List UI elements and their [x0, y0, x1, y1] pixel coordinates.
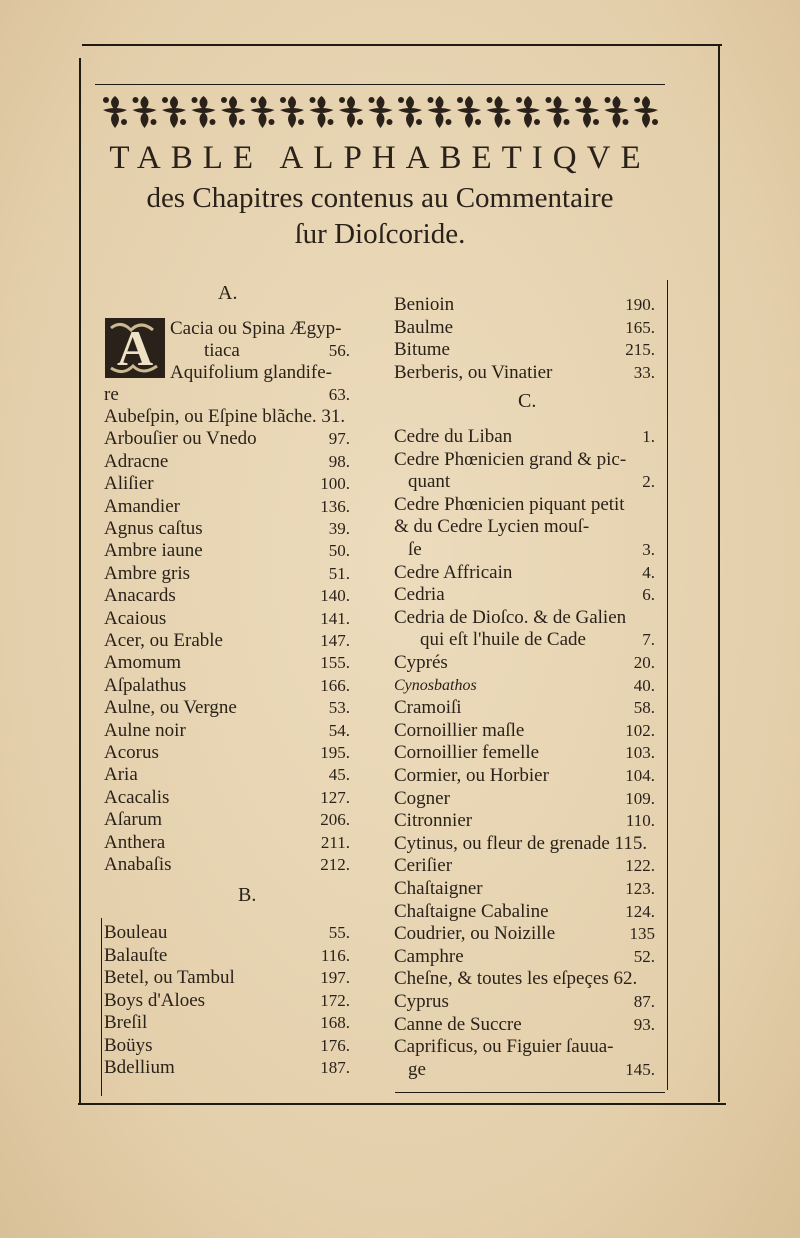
- index-entry: Aliſier: [104, 473, 154, 495]
- page-number: 165.: [625, 317, 655, 337]
- index-entry: Aquifolium glandife-: [170, 362, 332, 383]
- index-entry: Breſil: [104, 1012, 148, 1033]
- page-number: 7.: [642, 630, 655, 650]
- page-number: 52.: [633, 946, 655, 966]
- fleuron-ornament: [310, 96, 334, 128]
- index-entry: Acacalis: [104, 786, 170, 808]
- index-entry: Cytinus, ou fleur de grenade 115.: [394, 832, 648, 854]
- b-column-left-rule: [101, 918, 102, 1096]
- index-entry: Boys d'Aloes: [104, 989, 206, 1011]
- page-number: 53.: [328, 698, 350, 718]
- fleuron-ornament: [457, 96, 481, 128]
- page-number: 103.: [625, 743, 655, 763]
- fleuron-ornament: [575, 96, 599, 128]
- fleuron-ornament: [605, 96, 629, 128]
- fleuron-ornament: [428, 96, 452, 128]
- index-entry: Cedre Affricain: [394, 561, 513, 583]
- page-number: 124.: [625, 901, 655, 921]
- index-entry: Cheſne, & toutes les eſpeçes 62.: [394, 968, 638, 990]
- fleuron-ornament: [133, 96, 157, 128]
- page-number: 141.: [320, 608, 350, 628]
- page-number: 6.: [642, 585, 655, 605]
- page-number: 206.: [320, 810, 350, 830]
- fleuron-ornament: [221, 96, 245, 128]
- decorated-initial-a: [105, 318, 165, 378]
- fleuron-ornament: [634, 96, 658, 128]
- ornamental-border-band: [100, 88, 660, 134]
- index-entry: Citronnier: [394, 810, 473, 832]
- index-entry: re: [104, 384, 119, 405]
- index-entry: Cynosbathos: [394, 676, 477, 694]
- index-entry: tiaca: [204, 340, 240, 361]
- page-number: 145.: [625, 1059, 655, 1079]
- page-number: 155.: [320, 653, 350, 673]
- index-entry: Cormier, ou Horbier: [394, 765, 549, 786]
- fleuron-ornament: [546, 96, 570, 128]
- index-entry: Ambre iaune: [104, 540, 203, 562]
- fleuron-ornament: [280, 96, 304, 128]
- index-entry: Cedre Phœnicien piquant petit: [394, 493, 625, 515]
- subtitle-line-2: ſur Dioſcoride.: [294, 218, 466, 250]
- index-entry: Betel, ou Tambul: [104, 967, 235, 988]
- section-heading-c: C.: [518, 390, 537, 412]
- index-entry: Cornoillier femelle: [394, 742, 540, 764]
- frame-inner-right-rule: [667, 280, 668, 1090]
- index-entry: Amomum: [104, 652, 182, 674]
- index-entry: Amandier: [104, 495, 180, 517]
- index-entry: Aulne, ou Vergne: [104, 697, 237, 719]
- page-number: 166.: [320, 675, 350, 695]
- index-entry: Acaious: [104, 607, 167, 629]
- page-number: 211.: [320, 832, 350, 852]
- fleuron-ornament: [487, 96, 511, 128]
- section-heading-b: B.: [238, 884, 257, 906]
- page-number: 93.: [633, 1014, 655, 1034]
- fleuron-ornament: [103, 96, 127, 128]
- index-entry: Aubeſpin, ou Eſpine blãche. 31.: [104, 406, 346, 427]
- index-entry: Baulme: [394, 316, 454, 338]
- page-number: 63.: [328, 385, 350, 404]
- index-entry: Arbouſier ou Vnedo: [104, 428, 257, 450]
- page-number: 197.: [320, 968, 350, 987]
- page-number: 147.: [320, 631, 350, 650]
- index-entry: Anthera: [104, 831, 166, 853]
- page-number: 98.: [328, 451, 350, 471]
- page-number: 127.: [320, 787, 350, 807]
- page-number: 122.: [625, 856, 655, 876]
- fleuron-ornament: [339, 96, 363, 128]
- index-entry: Chaſtaigner: [394, 878, 483, 899]
- index-entry: Cramoiſi: [394, 697, 462, 719]
- index-entry: Anacards: [104, 585, 176, 607]
- page-number: 87.: [633, 992, 655, 1011]
- page-number: 195.: [320, 743, 350, 762]
- page-number: 176.: [320, 1035, 350, 1055]
- page-number: 215.: [625, 340, 655, 359]
- page-number: 109.: [625, 788, 655, 808]
- index-entry: Chaſtaigne Cabaline: [394, 900, 549, 922]
- page-title: TABLE ALPHABETIQVE: [109, 140, 651, 176]
- page-number: 55.: [328, 923, 350, 942]
- index-entry: Aria: [104, 764, 138, 786]
- index-entry: Cedre Phœnicien grand & pic-: [394, 448, 627, 470]
- page-number: 104.: [625, 766, 655, 785]
- index-entry: & du Cedre Lycien mouſ-: [394, 516, 590, 538]
- page-number: 135: [629, 924, 655, 944]
- page-number: 33.: [633, 362, 655, 382]
- index-entry: Cogner: [394, 787, 450, 809]
- page-number: 136.: [320, 496, 350, 516]
- index-entry: Balauſte: [104, 944, 168, 966]
- index-entry: Cacia ou Spina Ægyp-: [170, 318, 342, 339]
- index-entry: Acorus: [104, 742, 159, 763]
- subtitle-line-1: des Chapitres contenus au Commentaire: [146, 182, 614, 214]
- page-number: 187.: [320, 1058, 350, 1077]
- index-entry: Aſarum: [104, 809, 163, 831]
- page-number: 116.: [320, 945, 350, 965]
- page-number: 39.: [328, 519, 350, 538]
- page-number: 140.: [320, 586, 350, 606]
- index-entry: ge: [408, 1058, 426, 1080]
- index-entry: Agnus caſtus: [104, 518, 203, 539]
- frame-inner-bottom-rule: [395, 1092, 665, 1093]
- index-entry: Cyprés: [394, 652, 448, 673]
- page-number: 123.: [625, 879, 655, 898]
- fleuron-ornament: [162, 96, 186, 128]
- index-entry: Acer, ou Erable: [104, 630, 223, 651]
- index-entry: Ambre gris: [104, 562, 191, 584]
- index-entry: Bouleau: [104, 922, 168, 943]
- page-number: 51.: [328, 563, 350, 583]
- page-number: 58.: [633, 698, 655, 718]
- page-number: 20.: [633, 653, 655, 672]
- page-number: 45.: [328, 765, 350, 785]
- index-entry: Canne de Succre: [394, 1013, 522, 1035]
- index-entry: Cedria de Dioſco. & de Galien: [394, 606, 627, 628]
- page-number: 50.: [328, 541, 350, 561]
- index-entry: Coudrier, ou Noizille: [394, 923, 556, 945]
- page-number: 212.: [320, 855, 350, 874]
- index-entry: Caprificus, ou Figuier ſauua-: [394, 1036, 614, 1058]
- fleuron-ornament: [398, 96, 422, 128]
- index-entry: Adracne: [104, 450, 169, 472]
- index-entry: Cornoillier maſle: [394, 719, 525, 741]
- index-entry: Benioin: [394, 294, 455, 315]
- index-entry: Ceriſier: [394, 855, 453, 877]
- frame-inner-top-rule: [95, 84, 665, 85]
- index-entry: Boüys: [104, 1034, 153, 1056]
- page-number: 100.: [320, 474, 350, 494]
- fleuron-ornament: [251, 96, 275, 128]
- fleuron-ornament: [516, 96, 540, 128]
- index-entry: Aſpalathus: [104, 674, 187, 696]
- index-entry: ſe: [408, 539, 422, 560]
- page-number: 56.: [328, 341, 350, 360]
- index-entry: quant: [408, 471, 451, 493]
- page-number: 97.: [328, 429, 350, 449]
- index-entry: Bdellium: [104, 1057, 175, 1078]
- page-number: 168.: [320, 1013, 350, 1032]
- page-number: 190.: [625, 295, 655, 314]
- index-entry: qui eſt l'huile de Cade: [420, 629, 586, 651]
- frame-bottom-rule: [78, 1103, 726, 1105]
- index-entry: Cedria: [394, 584, 445, 606]
- frame-left-rule: [79, 58, 81, 1104]
- page-number: 3.: [642, 540, 655, 559]
- page-number: 172.: [320, 990, 350, 1010]
- index-entry: Aulne noir: [104, 719, 186, 741]
- index-entry: Cyprus: [394, 991, 449, 1012]
- frame-top-rule: [82, 44, 722, 46]
- page-number: 4.: [642, 562, 655, 582]
- index-entry: Berberis, ou Vinatier: [394, 361, 553, 383]
- index-entry: Anabaſis: [104, 854, 172, 875]
- page-number: 110.: [625, 811, 655, 831]
- initial-letter: A: [116, 320, 154, 376]
- index-entry: Cedre du Liban: [394, 426, 513, 447]
- page-number: 2.: [642, 472, 655, 492]
- index-entry: Bitume: [394, 339, 450, 360]
- fleuron-ornament: [192, 96, 216, 128]
- page-number: 1.: [642, 427, 655, 446]
- page-number: 102.: [625, 720, 655, 740]
- page-number: 54.: [328, 720, 350, 740]
- frame-right-rule: [718, 46, 720, 1102]
- page-number: 40.: [633, 675, 655, 695]
- section-heading-a: A.: [218, 282, 238, 304]
- index-entry: Camphre: [394, 945, 464, 967]
- fleuron-ornament: [369, 96, 393, 128]
